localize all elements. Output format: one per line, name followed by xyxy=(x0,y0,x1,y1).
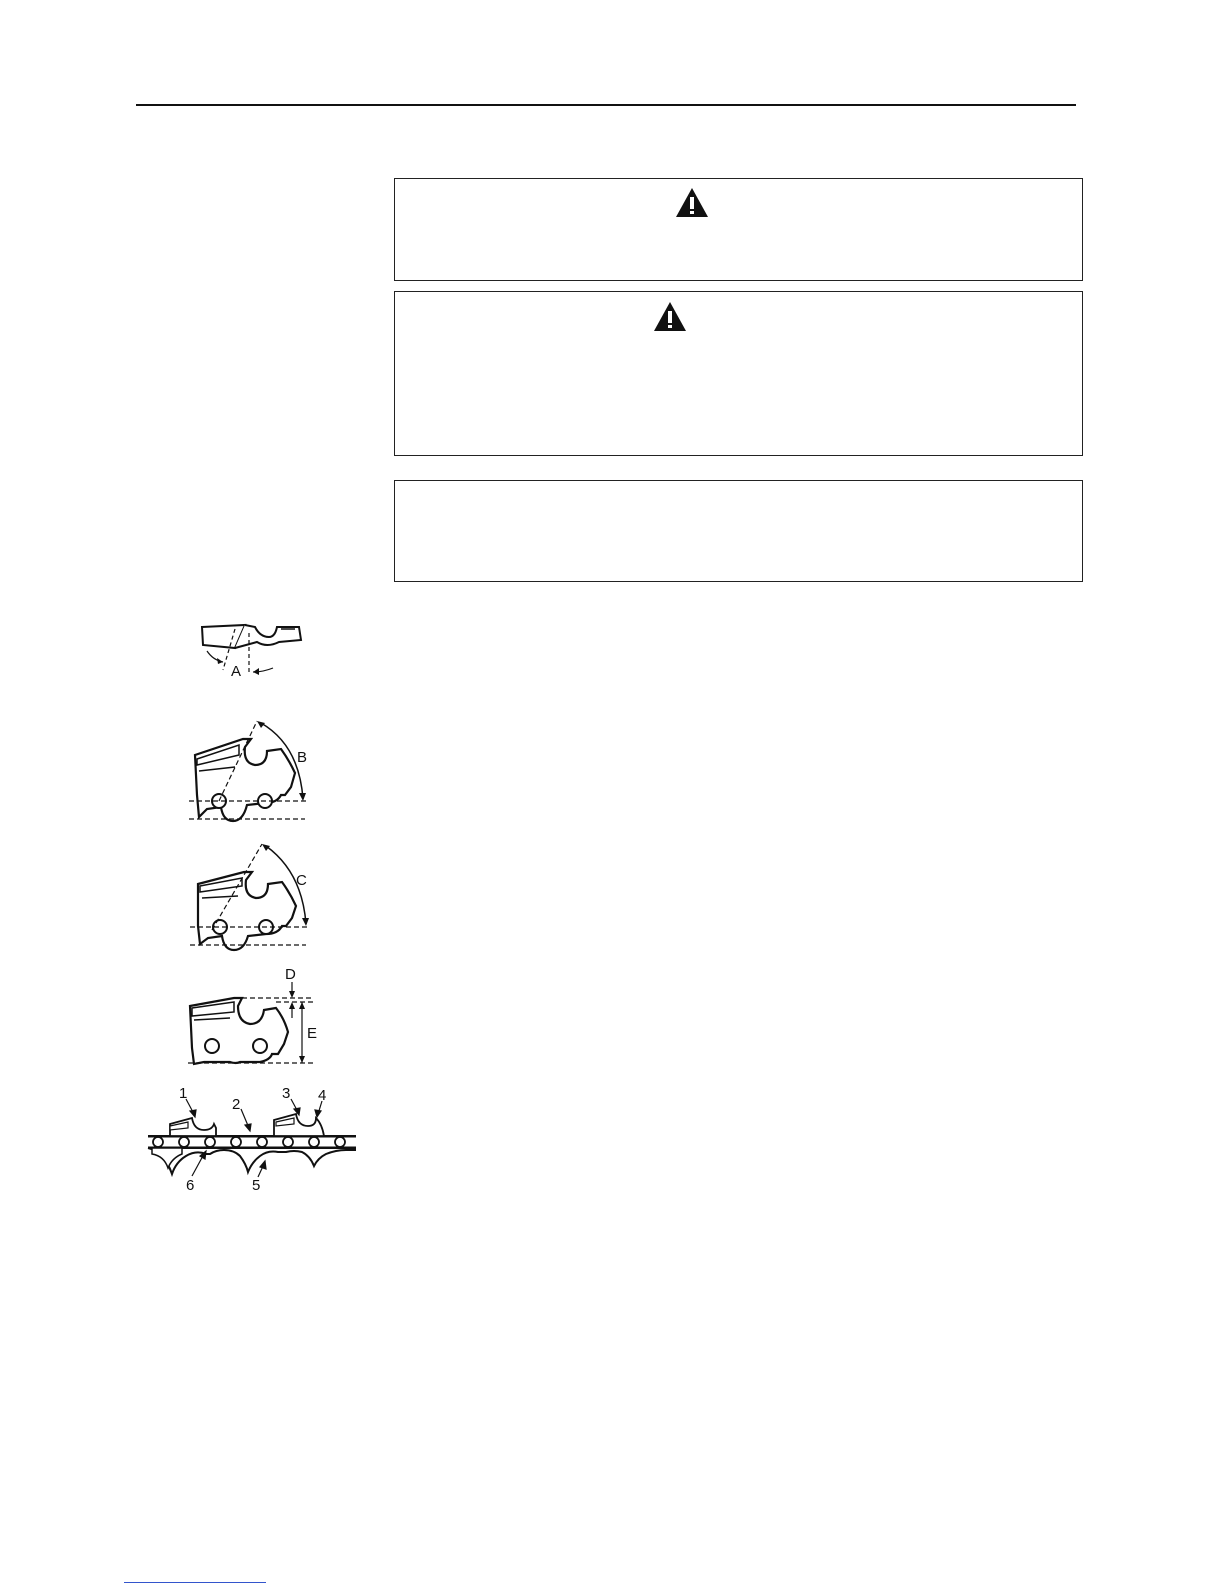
label-6: 6 xyxy=(186,1177,195,1194)
figure-chain-parts xyxy=(146,1084,358,1194)
figure-side-plate-angle xyxy=(185,715,325,830)
notice-box xyxy=(394,480,1083,582)
label-3: 3 xyxy=(282,1085,291,1102)
label-e: E xyxy=(307,1025,318,1042)
label-5: 5 xyxy=(252,1177,261,1194)
label-2: 2 xyxy=(232,1096,241,1113)
header-rule xyxy=(136,104,1076,106)
label-d: D xyxy=(285,966,296,983)
label-c: C xyxy=(296,872,307,889)
warning-box-1 xyxy=(394,178,1083,281)
warning-triangle-icon xyxy=(675,187,709,219)
warning-triangle-icon xyxy=(653,301,687,333)
warning-box-2 xyxy=(394,291,1083,456)
label-a: A xyxy=(231,663,242,680)
footer-link-underline[interactable] xyxy=(124,1582,266,1583)
label-4: 4 xyxy=(318,1087,327,1104)
figure-top-plate-angle xyxy=(195,615,315,680)
figure-cutting-angle xyxy=(186,838,326,953)
label-1: 1 xyxy=(179,1085,188,1102)
figure-depth-gauge xyxy=(184,962,329,1067)
label-b: B xyxy=(297,749,308,766)
